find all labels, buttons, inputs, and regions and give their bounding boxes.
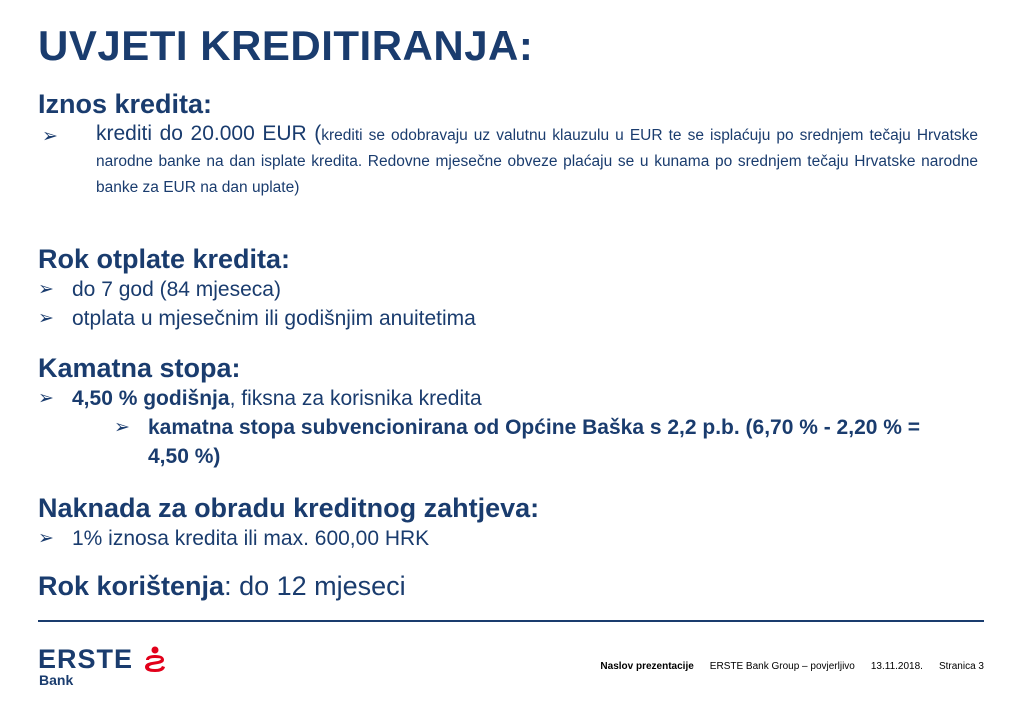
footer-divider: [38, 620, 984, 622]
footer-title: Naslov prezentacije: [600, 661, 694, 672]
rok-koristenja-value: : do 12 mjeseci: [224, 571, 406, 601]
bullet-kamatna-text: [38, 384, 978, 413]
bullet-rok-otplate-1: [38, 275, 978, 304]
bullet-rok-otplate-2-text: otplata u mjesečnim ili godišnjim anuitetima: [72, 307, 476, 330]
arrow-bullet-icon: ➢: [42, 126, 58, 147]
section-iznos-kredita: [38, 88, 978, 200]
logo-sub: Bank: [39, 672, 74, 688]
bullet-kamatna-rest: , fiksna za korisnika kredita: [229, 387, 482, 410]
heading-iznos-kredita: Iznos kredita:: [38, 89, 213, 119]
erste-bank-logo: [38, 645, 158, 695]
erste-s-logo-icon: [144, 646, 166, 672]
bullet-iznos: [38, 122, 978, 200]
footer: [600, 661, 984, 672]
sub-bullet-subvencija: [114, 413, 944, 471]
heading-kamatna-stopa: Kamatna stopa:: [38, 353, 241, 383]
bullet-rok-otplate-1-text: do 7 god (84 mjeseca): [72, 278, 281, 301]
arrow-bullet-icon: ➢: [114, 417, 130, 438]
heading-naknada: Naknada za obradu kreditnog zahtjeva:: [38, 493, 540, 523]
heading-rok-otplate: Rok otplate kredita:: [38, 244, 291, 274]
sub-bullet-subvencija-text: kamatna stopa subvencionirana od Općine Baška s 2,2 p.b. (6,70 % - 2,20 % = 4,50 %): [148, 416, 921, 468]
logo-word: ERSTE: [38, 644, 134, 674]
footer-classification: ERSTE Bank Group – povjerljivo: [709, 661, 855, 672]
section-kamatna-stopa: [38, 352, 978, 471]
bullet-kamatna-bold: 4,50 % godišnja: [72, 387, 230, 410]
arrow-bullet-icon: ➢: [38, 279, 54, 300]
section-rok-otplate: [38, 243, 978, 333]
bullet-iznos-lead: krediti do 20.000 EUR (: [96, 122, 322, 145]
rok-koristenja-label: Rok korištenja: [38, 571, 225, 601]
slide-title: UVJETI KREDITIRANJA:: [38, 22, 534, 69]
footer-date: 13.11.2018.: [870, 661, 923, 672]
arrow-bullet-icon: ➢: [38, 308, 54, 329]
heading-rok-koristenja: [38, 570, 978, 602]
footer-page-number: Stranica 3: [938, 661, 984, 672]
bullet-rok-otplate-2: [38, 304, 978, 333]
arrow-bullet-icon: ➢: [38, 388, 54, 409]
bullet-kamatna: [38, 384, 978, 413]
section-naknada: [38, 492, 978, 553]
arrow-bullet-icon: ➢: [38, 528, 54, 549]
bullet-iznos-detail: krediti se odobravaju uz valutnu klauzulu u EUR te se isplaćuju po srednjem tečaju Hrvatske narodne banke na dan isplate kredita. Redovne mjesečne obveze plaćaju se u kunama po srednjem tečaju Hrvatske narodne banke za EUR na dan uplate): [96, 127, 978, 196]
bullet-naknada: [38, 524, 978, 553]
section-rok-koristenja: [38, 570, 978, 602]
bullet-naknada-text: 1% iznosa kredita ili max. 600,00 HRK: [72, 527, 430, 550]
bullet-iznos-text: [38, 122, 978, 200]
